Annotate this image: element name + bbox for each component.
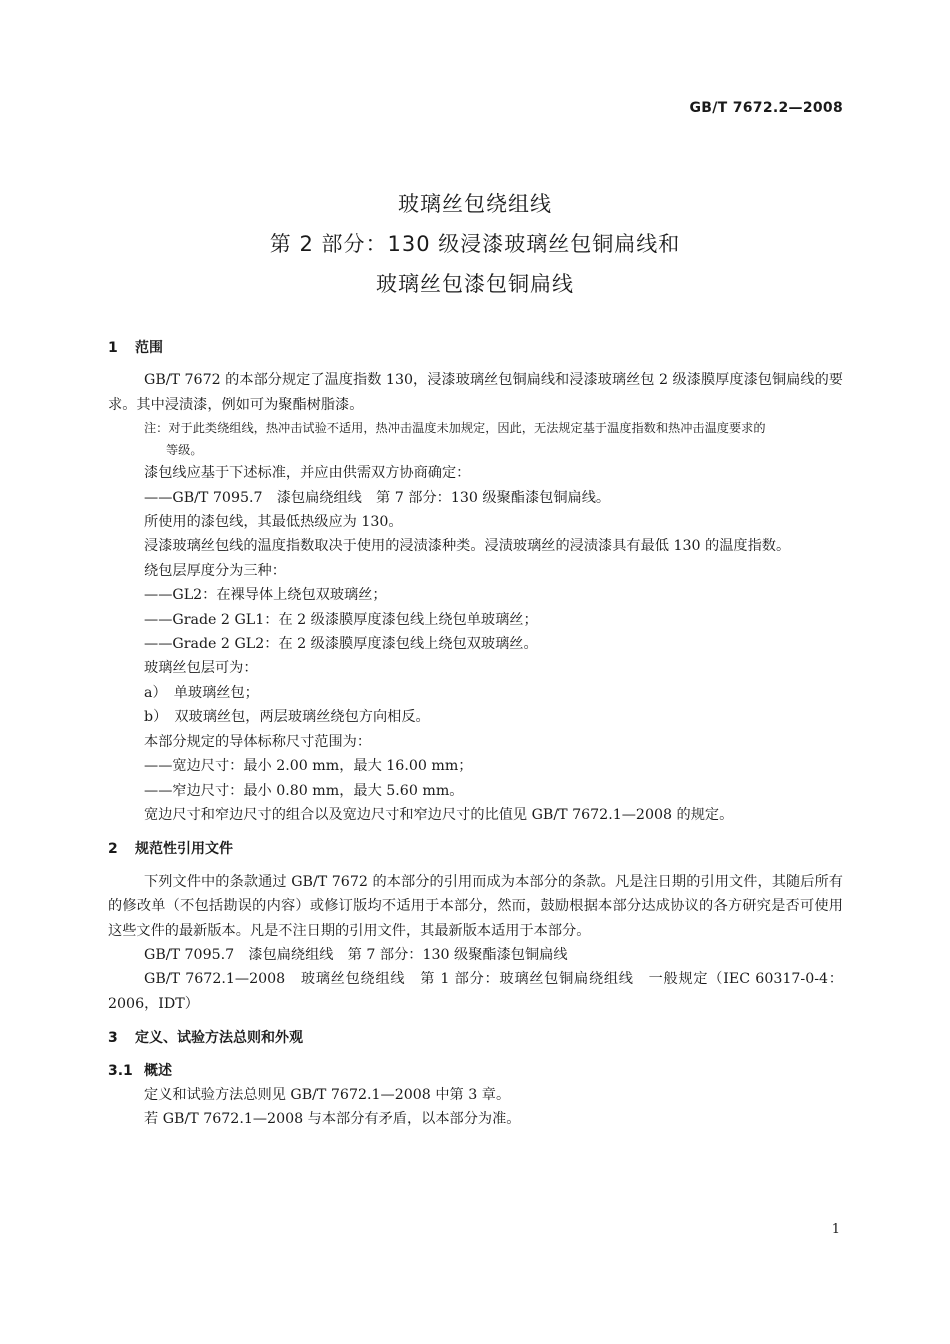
general-line-1: 定义和试验方法总则见 GB/T 7672.1—2008 中第 3 章。 xyxy=(144,1086,511,1103)
reference-item: GB/T 7095.7 漆包扁绕组线 第 7 部分：130 级聚酯漆包铜扁线 xyxy=(144,946,568,963)
size-intro: 本部分规定的导体标称尺寸范围为： xyxy=(144,733,372,750)
note-line-2: 等级。 xyxy=(166,443,203,458)
scope-paragraph: GB/T 7672 的本部分规定了温度指数 130，浸漆玻璃丝包铜扁线和浸漆玻璃丝包 2 级漆膜厚度漆包铜扁线的要求。其中浸渍漆，例如可为聚酯树脂漆。 xyxy=(108,372,843,413)
thickness-intro: 绕包层厚度分为三种： xyxy=(144,562,286,579)
list-item: ——Grade 2 GL2：在 2 级漆膜厚度漆包线上绕包双玻璃丝。 xyxy=(144,636,538,653)
note-line-1: 注：对于此类绕组线，热冲击试验不适用，热冲击温度未加规定，因此，无法规定基于温度指数和热冲击温度要求的 xyxy=(144,421,766,436)
heat-class-line: 所使用的漆包线，其最低热级应为 130。 xyxy=(144,514,403,531)
subsection-title: 概述 xyxy=(144,1062,172,1079)
list-item: ——宽边尺寸：最小 2.00 mm，最大 16.00 mm； xyxy=(144,758,473,775)
section-2-heading xyxy=(108,837,843,861)
subsection-3-1-heading xyxy=(108,1059,843,1083)
section-3-title: 定义、试验方法总则和外观 xyxy=(135,1030,303,1047)
title-line-3: 玻璃丝包漆包铜扁线 xyxy=(376,272,574,296)
section-2-title: 规范性引用文件 xyxy=(135,841,233,858)
document-title xyxy=(0,184,950,304)
subsection-number: 3.1 xyxy=(108,1062,133,1079)
section-3-heading xyxy=(108,1026,843,1050)
layer-intro: 玻璃丝包层可为： xyxy=(144,660,258,677)
list-item: ——GL2：在裸导体上绕包双玻璃丝； xyxy=(144,587,387,604)
title-line-2: 第 2 部分：130 级浸漆玻璃丝包铜扁线和 xyxy=(269,232,681,256)
reference-item: GB/T 7672.1—2008 玻璃丝包绕组线 第 1 部分：玻璃丝包铜扁绕组线 一般规定（IEC 60317-0-4：2006，IDT） xyxy=(108,971,843,1012)
ratio-line: 宽边尺寸和窄边尺寸的组合以及宽边尺寸和窄边尺寸的比值见 GB/T 7672.1—2008 的规定。 xyxy=(144,806,734,823)
section-1-heading xyxy=(108,336,843,360)
normative-references-paragraph: 下列文件中的条款通过 GB/T 7672 的本部分的引用而成为本部分的条款。凡是注日期的引用文件，其随后所有的修改单（不包括勘误的内容）或修订版均不适用于本部分，然而，鼓励根据本部分达成协议的各方研究是否可使用这些文件的最新版本。凡是不注日期的引用文件，其最新版本适用于本部分。 xyxy=(108,873,843,939)
list-item: ——窄边尺寸：最小 0.80 mm，最大 5.60 mm。 xyxy=(144,782,464,799)
list-item: a） 单玻璃丝包； xyxy=(144,684,259,701)
document-body xyxy=(108,330,843,1132)
section-3-number: 3 xyxy=(108,1030,118,1047)
list-item: ——Grade 2 GL1：在 2 级漆膜厚度漆包线上绕包单玻璃丝； xyxy=(144,611,538,628)
section-1-title: 范围 xyxy=(135,340,163,356)
page-number: 1 xyxy=(831,1222,840,1237)
standard-basis-line: 漆包线应基于下述标准，并应由供需双方协商确定： xyxy=(144,465,471,482)
general-line-2: 若 GB/T 7672.1—2008 与本部分有矛盾，以本部分为准。 xyxy=(144,1111,521,1128)
reference-item: ——GB/T 7095.7 漆包扁绕组线 第 7 部分：130 级聚酯漆包铜扁线。 xyxy=(144,489,611,506)
temperature-index-paragraph: 浸漆玻璃丝包线的温度指数取决于使用的浸渍漆种类。浸渍玻璃丝的浸渍漆具有最低 130 的温度指数。 xyxy=(144,538,791,555)
section-1-number: 1 xyxy=(108,340,118,356)
title-line-1: 玻璃丝包绕组线 xyxy=(398,192,552,216)
list-item: b） 双玻璃丝包，两层玻璃丝绕包方向相反。 xyxy=(144,709,430,726)
standard-code: GB/T 7672.2—2008 xyxy=(689,100,843,116)
section-2-number: 2 xyxy=(108,841,118,858)
scope-note xyxy=(108,417,843,461)
